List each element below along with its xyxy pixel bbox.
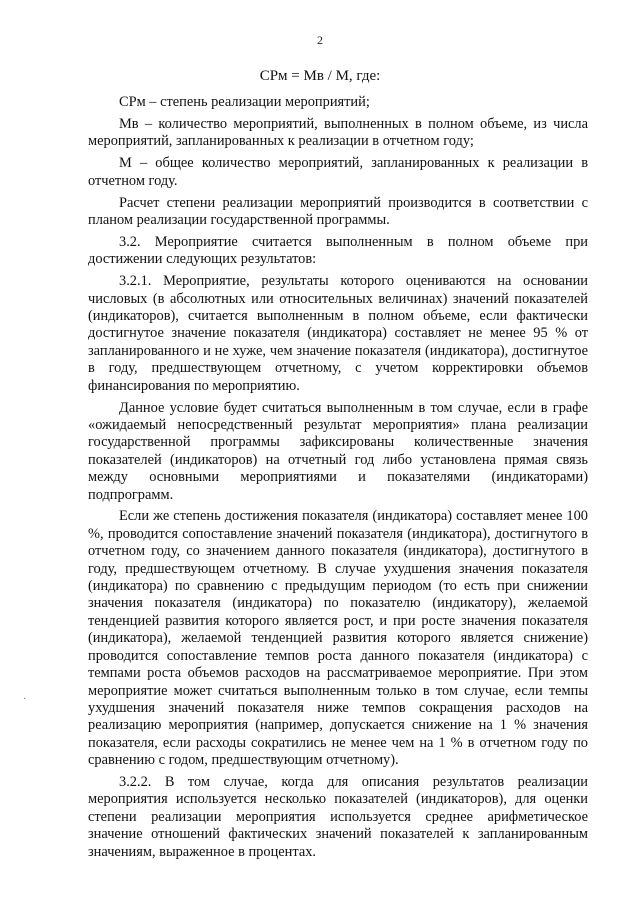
page-number: 2 <box>317 33 323 47</box>
paragraph-degree-less-100: Если же степень достижения показателя (индикатора) составляет менее 100 %, проводится сопоставление значений показателя (индикатора), достигнутого в отчетном году, со значением данного показателя (индикатора), достигнутого в году, предшествующем отчетному. В случае ухудшения значения показателя (индикатора) по сравнению с предыдущим периодом (то есть при снижении значения показателя (индикатора) по показателю (индикатору), желаемой тенденцией развития которого является рост, и при росте значения показателя (индикатора), желаемой тенденцией развития которого является снижение) проводится сопоставление темпов роста данного показателя (индикатора) с темпами роста объемов расходов на рассматриваемое мероприятие. При этом мероприятие может считаться выполненным только в том случае, если темпы ухудшения значений показателя ниже темпов сокращения расходов на реализацию мероприятия (например, допускается снижение на 1 % значения показателя, если расходы сократились не менее чем на 1 % в отчетном году по сравнению с годом, предшествующим отчетному). <box>88 508 588 769</box>
paragraph-3-2-1: 3.2.1. Мероприятие, результаты которого оцениваются на основании числовых (в абсолютных или относительных величинах) значений показателей (индикаторов), считается выполненным в полном объеме, если фактически достигнутое значение показателя (индикатора) составляет не менее 95 % от запланированного и не хуже, чем значение показателя (индикатора), достигнутое в году, предшествующем отчетному, с учетом корректировки объемов финансирования по мероприятию. <box>88 273 588 394</box>
paragraph-definition-m: М – общее количество мероприятий, запланированных к реализации в отчетном году. <box>88 155 588 189</box>
paragraph-definition-srm: СРм – степень реализации мероприятий; <box>119 94 370 110</box>
formula: СРм = Мв / М, где: <box>259 68 381 84</box>
paragraph-calculation: Расчет степени реализации мероприятий производится в соответствии с планом реализации государственной программы. <box>88 194 588 228</box>
paragraph-3-2: 3.2. Мероприятие считается выполненным в полном объеме при достижении следующих результатов: <box>88 233 588 268</box>
margin-mark: · <box>23 694 27 705</box>
document-body <box>88 94 588 866</box>
paragraph-3-2-2: 3.2.2. В том случае, когда для описания результатов реализации мероприятия используется несколько показателей (индикаторов), для оценки степени реализации мероприятия используется среднее арифметическое значение отношений фактических значений показателей к запланированным значениям, выраженное в процентах. <box>88 774 588 860</box>
paragraph-definition-mv: Мв – количество мероприятий, выполненных в полном объеме, из числа мероприятий, запланированных к реализации в отчетном году; <box>88 115 588 150</box>
paragraph-condition: Данное условие будет считаться выполненным в том случае, если в графе «ожидаемый непосредственный результат мероприятия» плана реализации государственной программы зафиксированы количественные значения показателей (индикаторов) на отчетный год либо установлена прямая связь между основными мероприятиями и показателями (индикаторами) подпрограмм. <box>88 399 588 503</box>
